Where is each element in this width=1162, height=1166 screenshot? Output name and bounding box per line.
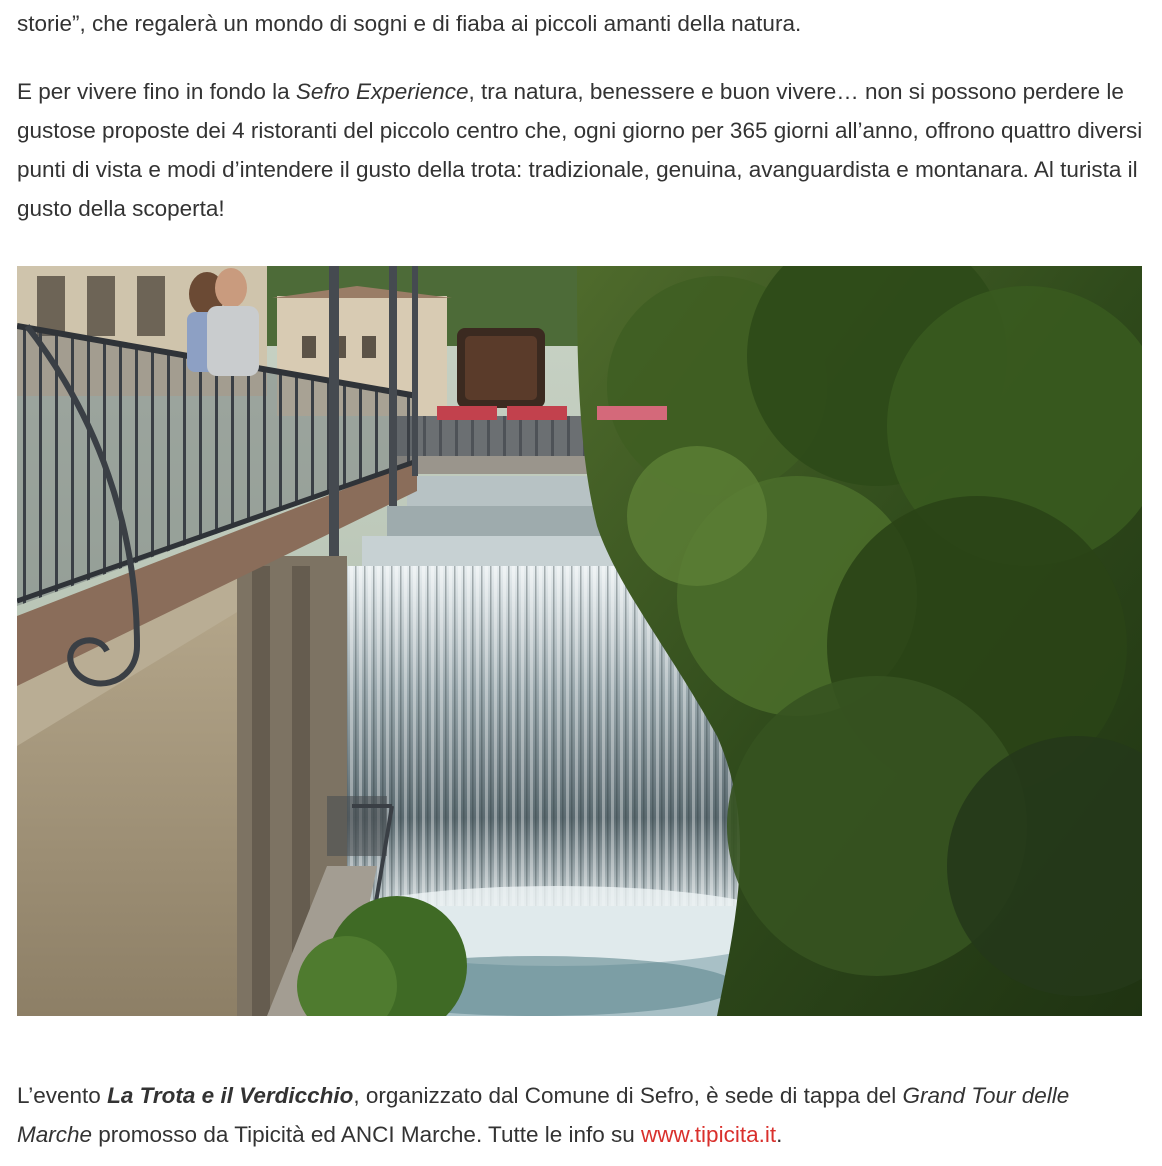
paragraph-text: . — [776, 1122, 783, 1147]
paragraph-text: , tra natura, benessere e buon vivere… non si possono perdere le gustose proposte dei 4 ristoranti del piccolo centro che, ogni giorno per 365 giorni all’anno, offrono quattro diversi punti di vista e modi d’intendere il gusto della trota: tradizionale, genuina, avanguardista e montanara. Al turista il gusto della scoperta! — [17, 79, 1143, 221]
paragraph-text: , organizzato dal Comune di Sefro, è sede di tappa del — [353, 1083, 903, 1108]
waterfall-photo-illustration — [17, 266, 1142, 1016]
paragraph-text: L’evento — [17, 1083, 108, 1108]
event-name-emphasis: La Trota e il Verdicchio — [107, 1083, 354, 1108]
paragraph-event-info — [17, 1076, 1143, 1154]
paragraph-sefro-experience — [17, 72, 1143, 228]
sefro-experience-emphasis: Sefro Experience — [295, 79, 469, 104]
tipicita-link[interactable]: www.tipicita.it — [641, 1122, 777, 1147]
paragraph-text: promosso da Tipicità ed ANCI Marche. Tutte le info su — [92, 1122, 642, 1147]
paragraph-text: storie”, che regalerà un mondo di sogni e di fiaba ai piccoli amanti della natura. — [17, 11, 802, 36]
grand-tour-emphasis: Grand Tour delle Marche — [17, 1083, 1070, 1147]
waterfall-photo — [17, 266, 1142, 1016]
paragraph-intro-end — [17, 4, 1143, 43]
paragraph-text: E per vivere fino in fondo la — [17, 79, 296, 104]
